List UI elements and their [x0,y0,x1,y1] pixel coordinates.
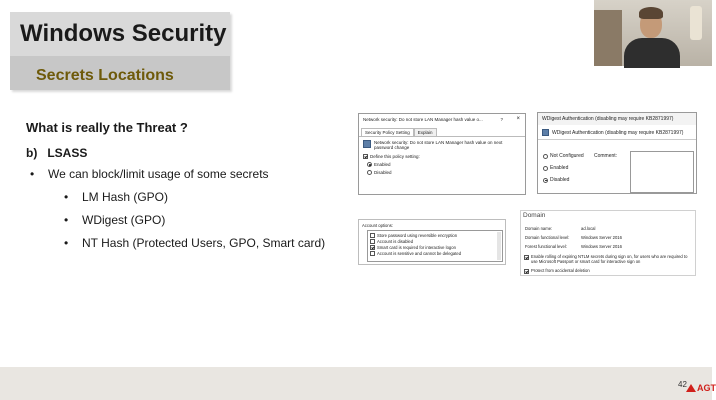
account-option-item[interactable] [370,250,500,256]
wdigest-options [543,153,584,189]
option-label: Disabled [550,177,570,183]
section-lsass [26,146,87,160]
webcam-shelf [594,10,622,66]
not-configured-radio[interactable] [543,154,548,159]
enabled-option[interactable] [367,162,521,167]
ntlm-rolling-label: Enable rolling of expiring NTLM secrets during sign on, for users who are required to use Microsoft Passport or smart card for interactive sign on [531,254,688,264]
footer-bar [0,367,712,400]
account-option-checkbox[interactable] [370,245,375,250]
enabled-radio[interactable] [543,166,548,171]
field-value: ad.local [581,226,596,231]
bullet-nt-hash [64,236,325,250]
account-options-list [367,230,503,262]
account-option-label: Account is disabled [377,238,414,244]
dialog-title: WDigest Authentication (disabling may require KB2871997) [542,116,674,122]
bullet-text: We can block/limit usage of some secrets [48,167,269,181]
bullet-lm-hash [64,190,168,204]
logo-text: AGT [697,383,716,393]
field-value: Windows Server 2016 [581,235,622,240]
field-value: Windows Server 2016 [581,244,622,249]
threat-heading: What is really the Threat ? [26,120,188,135]
account-option-checkbox[interactable] [370,239,375,244]
close-button[interactable]: × [516,116,520,122]
section-label: LSASS [47,146,88,160]
bullet-text: NT Hash (Protected Users, GPO, Smart card) [82,236,326,250]
logo-triangle-icon [686,384,696,392]
account-options-label: Account options: [362,223,393,228]
account-option-checkbox[interactable] [370,251,375,256]
dialog-tabs [359,128,525,136]
option-label: Not Configured [550,153,584,159]
protect-deletion-row[interactable] [524,268,694,274]
bullet-dot: • [64,213,69,227]
dialog-body [359,136,525,181]
domain-properties-dialog [520,210,696,276]
slide-subtitle: Secrets Locations [36,67,174,84]
policy-text: Network security: Do not store LAN Manager hash value on next password change [374,140,503,150]
field-key: Forest functional level: [525,244,567,249]
account-option-label: Store password using reversible encryption [377,232,458,238]
not-configured-option[interactable] [543,153,584,159]
tab-security-policy-setting[interactable]: Security Policy Setting [361,128,414,136]
define-policy-row[interactable] [363,154,521,159]
account-option-label: Account is sensitive and cannot be delegated [377,250,462,256]
define-policy-checkbox[interactable] [363,154,368,159]
setting-name: WDigest Authentication (disabling may require KB2871997) [552,129,684,136]
field-key: Domain functional level: [525,235,570,240]
bullet-dot: • [64,236,69,250]
disabled-radio[interactable] [543,178,548,183]
policy-icon [363,140,371,148]
presenter-body [624,38,680,68]
disabled-label: Disabled [374,170,392,175]
help-button[interactable]: ? [500,117,503,122]
dialog-title: Network security: Do not store LAN Manager hash value o... [363,117,483,122]
account-option-label: Smart card is required for interactive logon [377,244,456,250]
bullet-dot: • [64,190,69,204]
enabled-label: Enabled [374,162,391,167]
tab-explain[interactable]: Explain [414,128,437,136]
wdigest-dialog [537,112,697,194]
presenter-webcam [594,0,712,66]
webcam-lamp [690,6,702,40]
bullet-dot: • [30,167,35,181]
company-logo [686,383,716,393]
presenter-hair [639,7,663,19]
account-option-checkbox[interactable] [370,233,375,238]
enabled-radio[interactable] [367,162,372,167]
disabled-option[interactable] [543,177,584,183]
account-options-dialog [358,219,506,265]
field-key: Domain name: [525,226,553,231]
ntlm-rolling-checkbox[interactable] [524,255,529,260]
comment-label: Comment: [594,153,618,159]
page-number: 42 [678,380,687,389]
protect-deletion-checkbox[interactable] [524,269,529,274]
lm-hash-policy-dialog [358,113,526,195]
comment-textarea[interactable] [630,151,694,193]
bullet-level1 [30,167,269,181]
enabled-option[interactable] [543,165,584,171]
bullet-text: WDigest (GPO) [82,213,166,227]
setting-icon [542,129,549,136]
dialog-titlebar [359,114,525,126]
define-policy-label: Define this policy setting: [370,154,420,159]
domain-name-row [525,226,595,231]
ntlm-rolling-row[interactable] [524,254,694,264]
slide-title: Windows Security [20,20,227,47]
section-letter: b) [26,146,38,160]
bullet-text: LM Hash (GPO) [82,190,169,204]
option-label: Enabled [550,165,569,171]
disabled-radio[interactable] [367,170,372,175]
disabled-option[interactable] [367,170,521,175]
bullet-wdigest [64,213,165,227]
protect-deletion-label: Protect from accidental deletion [531,268,590,273]
forest-level-row [525,244,622,249]
list-scrollbar[interactable] [497,232,501,260]
policy-row [363,140,521,150]
dialog-titlebar [538,113,696,125]
wdigest-setting-header [538,125,696,140]
title-box [10,12,230,90]
domain-header: Domain [523,212,546,219]
domain-level-row [525,235,622,240]
